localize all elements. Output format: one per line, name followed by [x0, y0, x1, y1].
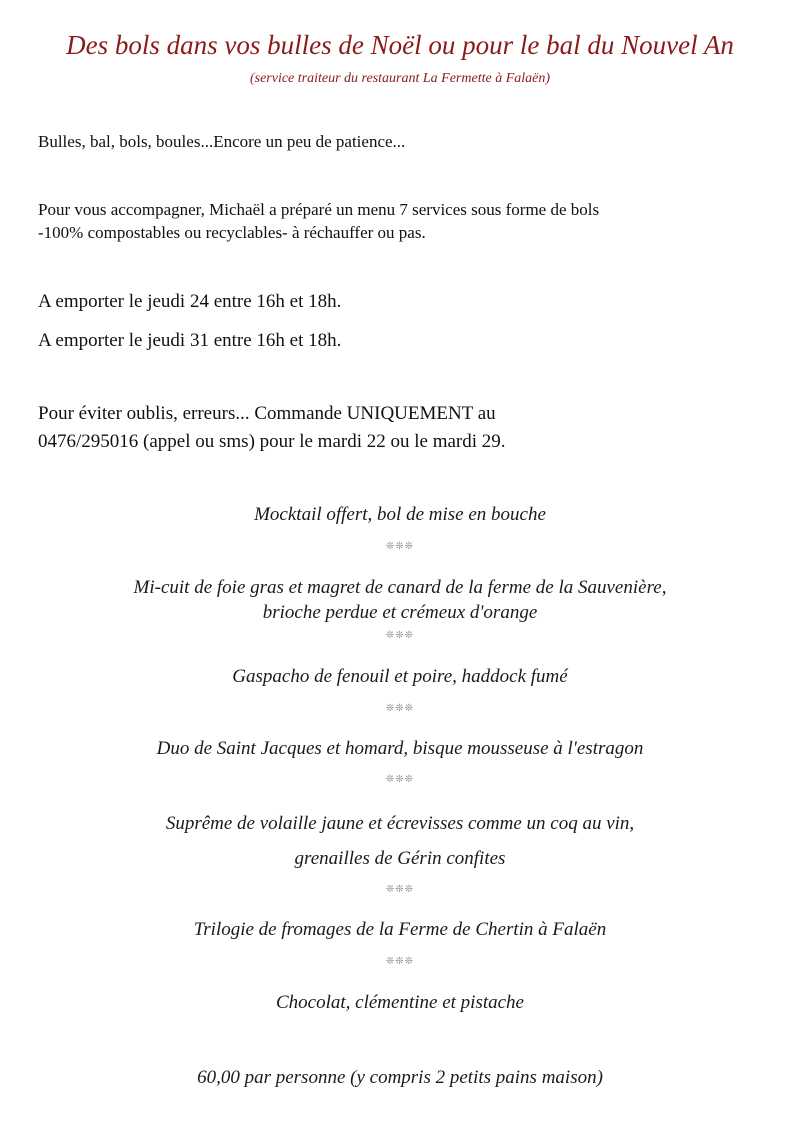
menu-separator: ❊❊❊	[385, 774, 415, 785]
menu-separator: ❊❊❊	[385, 884, 415, 895]
menu-course-2-line-2: brioche perdue et crémeux d'orange	[262, 602, 538, 623]
menu-course-3: Gaspacho de fenouil et poire, haddock fumé	[232, 666, 568, 687]
menu-course-6: Trilogie de fromages de la Ferme de Chertin à Falaën	[193, 919, 607, 940]
pickup-date-2: A emporter le jeudi 31 entre 16h et 18h.	[38, 330, 342, 351]
menu-separator: ❊❊❊	[385, 630, 415, 641]
page-subtitle: (service traiteur du restaurant La Fermette à Falaën)	[249, 71, 551, 86]
menu-course-4: Duo de Saint Jacques et homard, bisque mousseuse à l'estragon	[156, 738, 644, 759]
menu-separator: ❊❊❊	[385, 541, 415, 552]
menu-course-2-line-1: Mi-cuit de foie gras et magret de canard de la ferme de la Sauvenière,	[133, 577, 667, 598]
description-line-2: -100% compostables ou recyclables- à réchauffer ou pas.	[38, 223, 426, 242]
order-line-1: Pour éviter oublis, erreurs... Commande UNIQUEMENT au	[38, 403, 496, 424]
order-line-2: 0476/295016 (appel ou sms) pour le mardi 22 ou le mardi 29.	[38, 431, 506, 452]
order-instructions	[38, 400, 764, 456]
menu-course-7: Chocolat, clémentine et pistache	[276, 992, 524, 1013]
menu-separator: ❊❊❊	[385, 703, 415, 714]
menu-course-5-line-2: grenailles de Gérin confites	[294, 848, 506, 869]
menu-course-1: Mocktail offert, bol de mise en bouche	[254, 504, 546, 525]
menu-separator: ❊❊❊	[385, 956, 415, 967]
price-line: 60,00 par personne (y compris 2 petits pains maison)	[197, 1067, 603, 1088]
description-paragraph	[38, 198, 768, 244]
description-line-1: Pour vous accompagner, Michaël a préparé un menu 7 services sous forme de bols	[38, 200, 600, 219]
pickup-date-1: A emporter le jeudi 24 entre 16h et 18h.	[38, 291, 342, 312]
page-title: Des bols dans vos bulles de Noël ou pour le bal du Nouvel An	[66, 30, 734, 60]
menu-course-5-line-1: Suprême de volaille jaune et écrevisses comme un coq au vin,	[165, 813, 635, 834]
intro-text: Bulles, bal, bols, boules...Encore un peu de patience...	[38, 132, 406, 151]
